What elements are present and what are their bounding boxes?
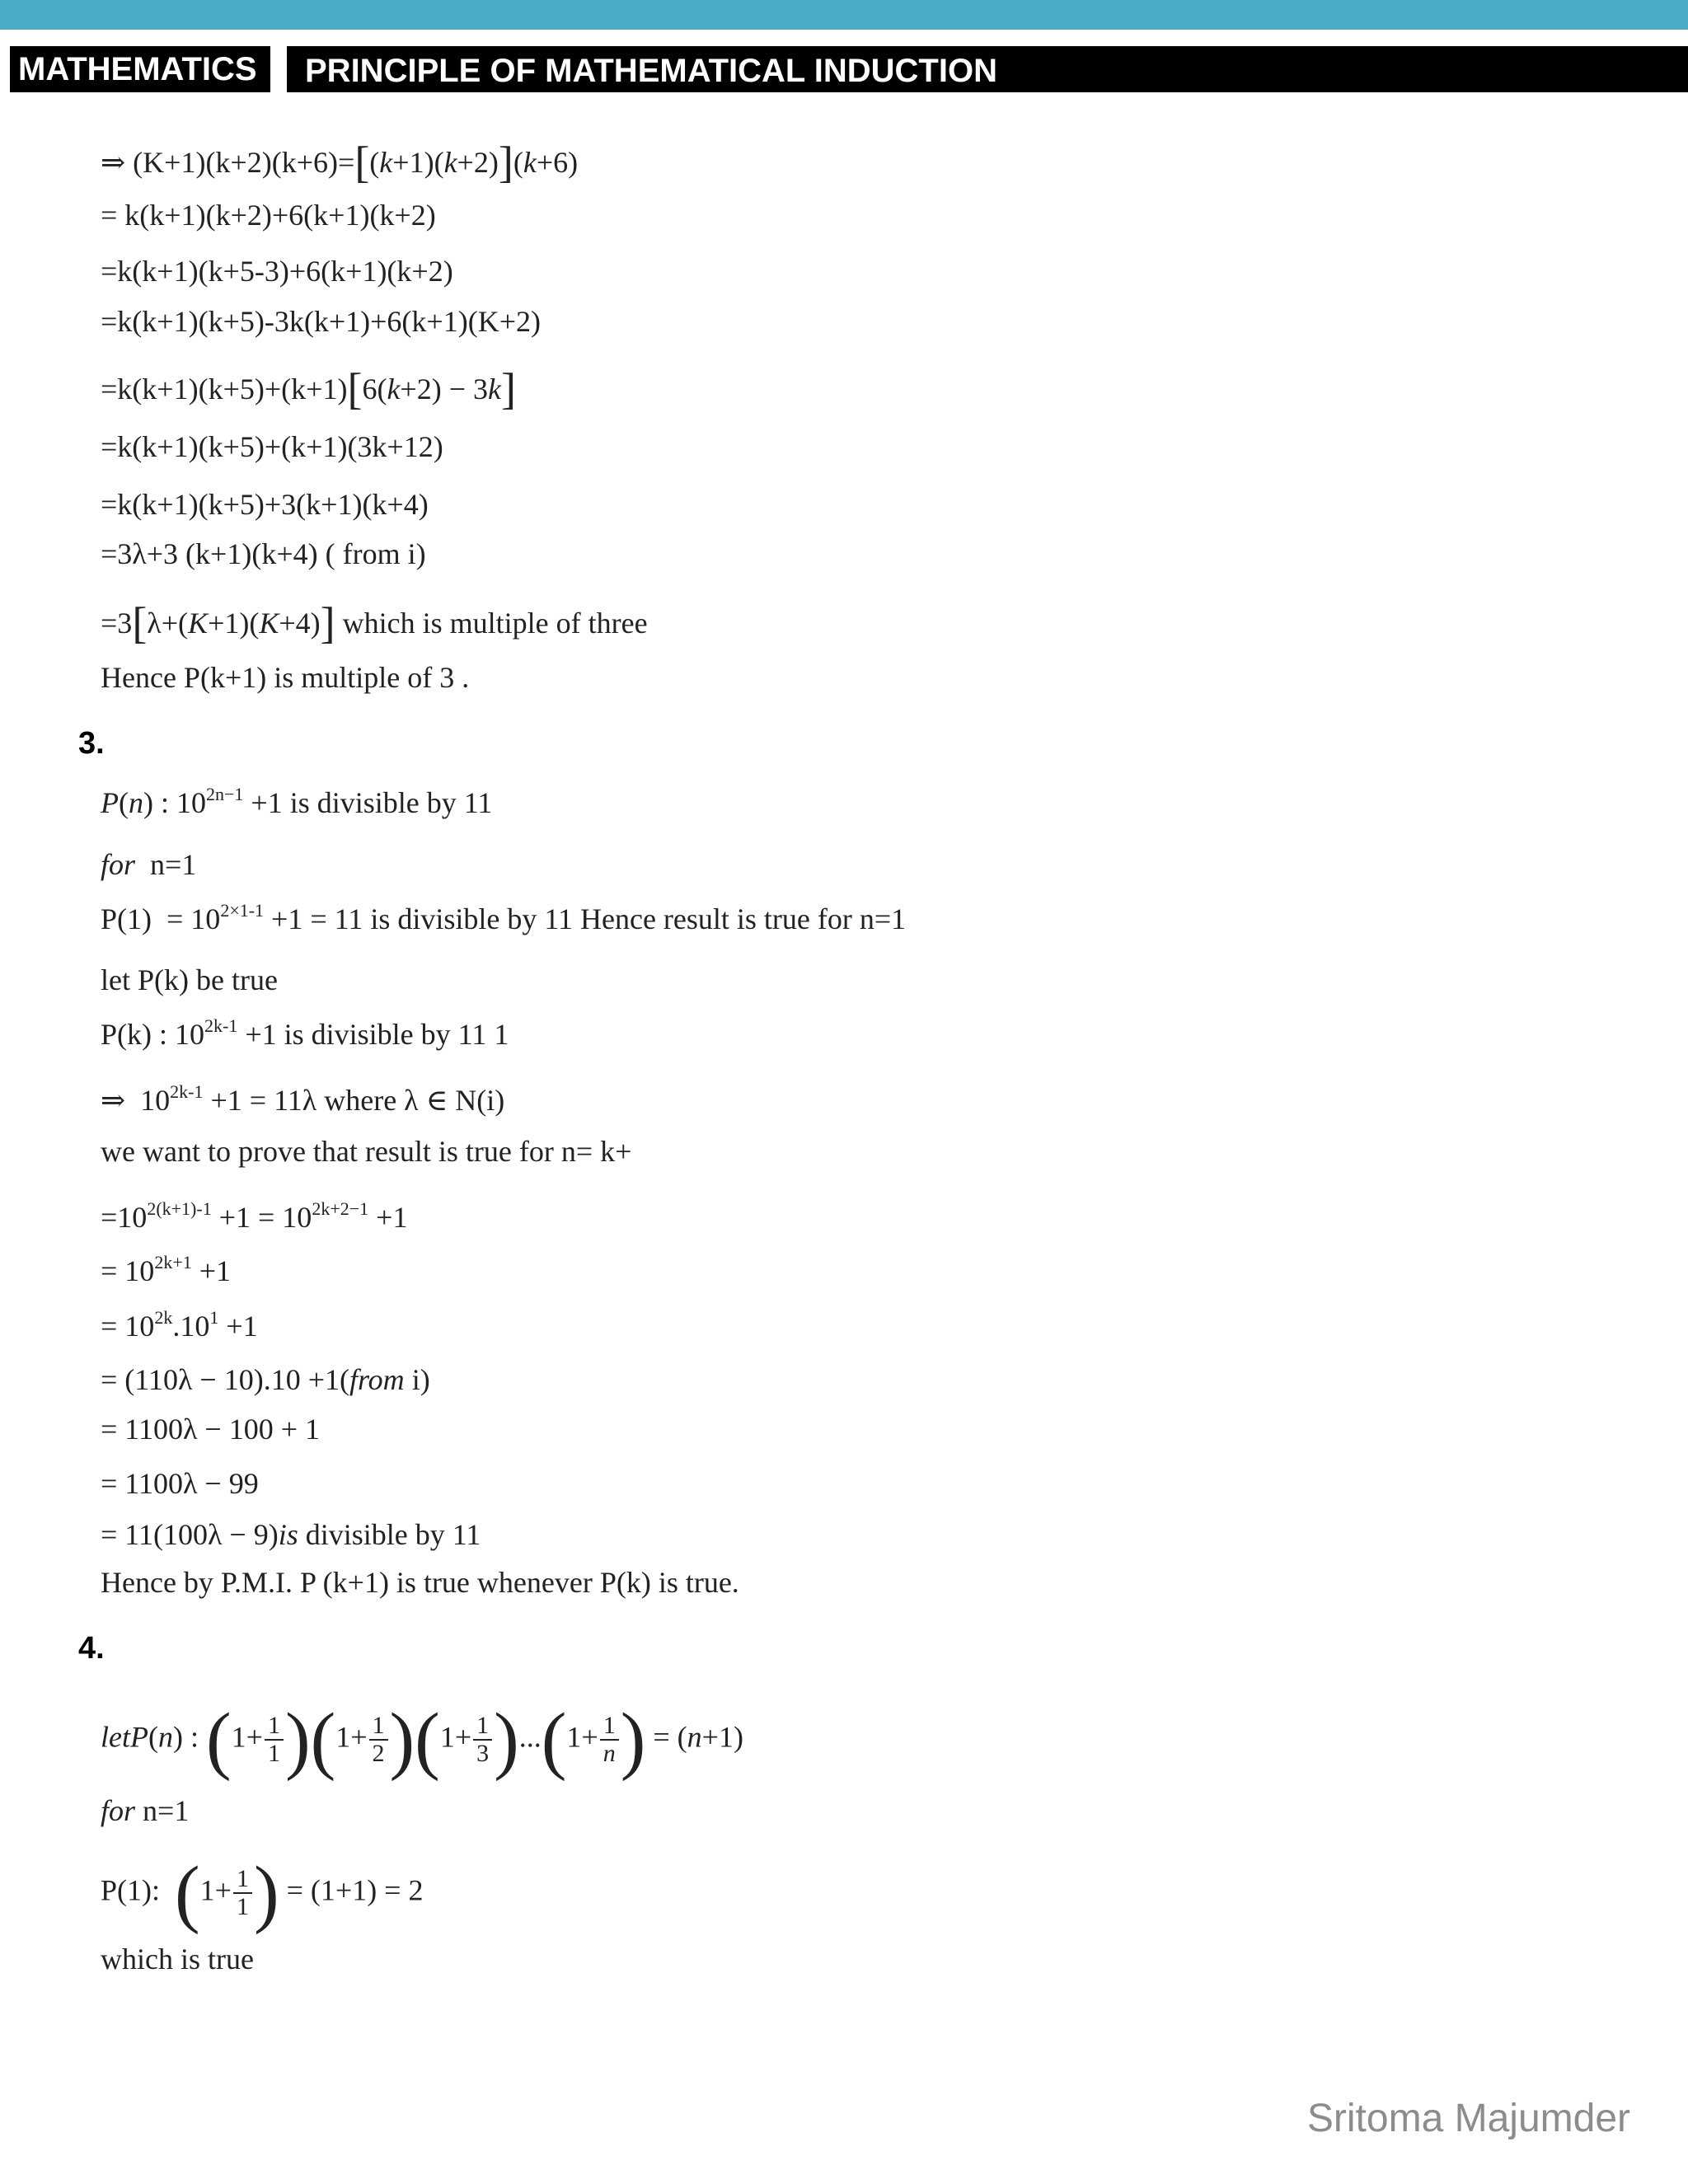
subject-label: MATHEMATICS	[10, 46, 270, 92]
eq-line-10: Hence P(k+1) is multiple of 3 .	[101, 661, 470, 694]
q3-want: we want to prove that result is true for n= k+	[101, 1135, 632, 1168]
q3-p1: $P(1) = 10^{2\times 1-1} +1 = 11$ is divisible by 11 Hence result is true for n=1	[101, 900, 907, 935]
top-accent-bar	[0, 0, 1688, 30]
q3-pk: P(k) : $10^{2k-1} +1$ is divisible by 11 1	[101, 1015, 509, 1051]
eq-line-1: ⇒ (K+1)(k+2)(k+6)=[(k+1)(k+2)](k+6)	[101, 138, 579, 187]
eq-line-6: =k(k+1)(k+5)+(k+1)(3k+12)	[101, 430, 443, 463]
q3-step-1: $=10^{2(k+1)-1} +1 = 10^{2k+2-1} +1$	[101, 1198, 408, 1234]
q3-step-3: = $10^{2k}.10^1 +1$	[101, 1307, 258, 1343]
q3-step-7: = 11(100λ − 9)is divisible by 11	[101, 1518, 481, 1551]
q4-statement: letP(n) : (1+ $\frac{1}{1}$ )(1+ $\frac{1}{2}$ )(1+ $\frac{1}{3}$ )...(1+ $\frac{1}{n}$ ) = (n+1)	[101, 1697, 743, 1782]
eq-line-8: =3λ+3 (k+1)(k+4) ( from i)	[101, 537, 426, 570]
q3-statement: P(n) : $10^{2n-1} +1$ is divisible by 11	[101, 784, 493, 819]
author-watermark: Sritoma Majumder	[1306, 2097, 1630, 2140]
eq-line-3: =k(k+1)(k+5-3)+6(k+1)(k+2)	[101, 255, 453, 288]
chapter-title: PRINCIPLE OF MATHEMATICAL INDUCTION	[287, 46, 1688, 92]
q3-step-4: = (110λ − 10).10 +1(from i)	[101, 1363, 430, 1396]
eq-line-9: =3[λ+(K+1)(K+4)] which is multiple of three	[101, 598, 648, 648]
q4-for-n1: for n=1	[101, 1794, 190, 1827]
eq-line-7: =k(k+1)(k+5)+3(k+1)(k+4)	[101, 488, 429, 521]
q3-let-pk: let P(k) be true	[101, 963, 278, 996]
q3-step-5: = 1100λ − 100 + 1	[101, 1413, 321, 1446]
q3-for-n1: for n=1	[101, 848, 197, 881]
q4-p1: P(1): (1+ $\frac{1}{1}$ ) = (1+1) = 2	[101, 1850, 424, 1935]
q3-step-2: = $10^{2k+1} +1$	[101, 1252, 232, 1287]
eq-line-5: =k(k+1)(k+5)+(k+1)[6(k+2) − 3k]	[101, 364, 516, 414]
question-number-4: 4.	[78, 1631, 105, 1666]
eq-line-2: = k(k+1)(k+2)+6(k+1)(k+2)	[101, 199, 436, 232]
question-number-3: 3.	[78, 726, 105, 761]
q3-assumption: ⇒ $10^{2k-1} +1 = 11\lambda$ where λ ∈ N(i)	[101, 1081, 505, 1117]
eq-line-4: =k(k+1)(k+5)-3k(k+1)+6(k+1)(K+2)	[101, 305, 541, 338]
q4-which-true: which is true	[101, 1943, 254, 1975]
q3-conclusion: Hence by P.M.I. P (k+1) is true whenever P(k) is true.	[101, 1566, 739, 1599]
q3-step-6: = 1100λ − 99	[101, 1467, 259, 1500]
